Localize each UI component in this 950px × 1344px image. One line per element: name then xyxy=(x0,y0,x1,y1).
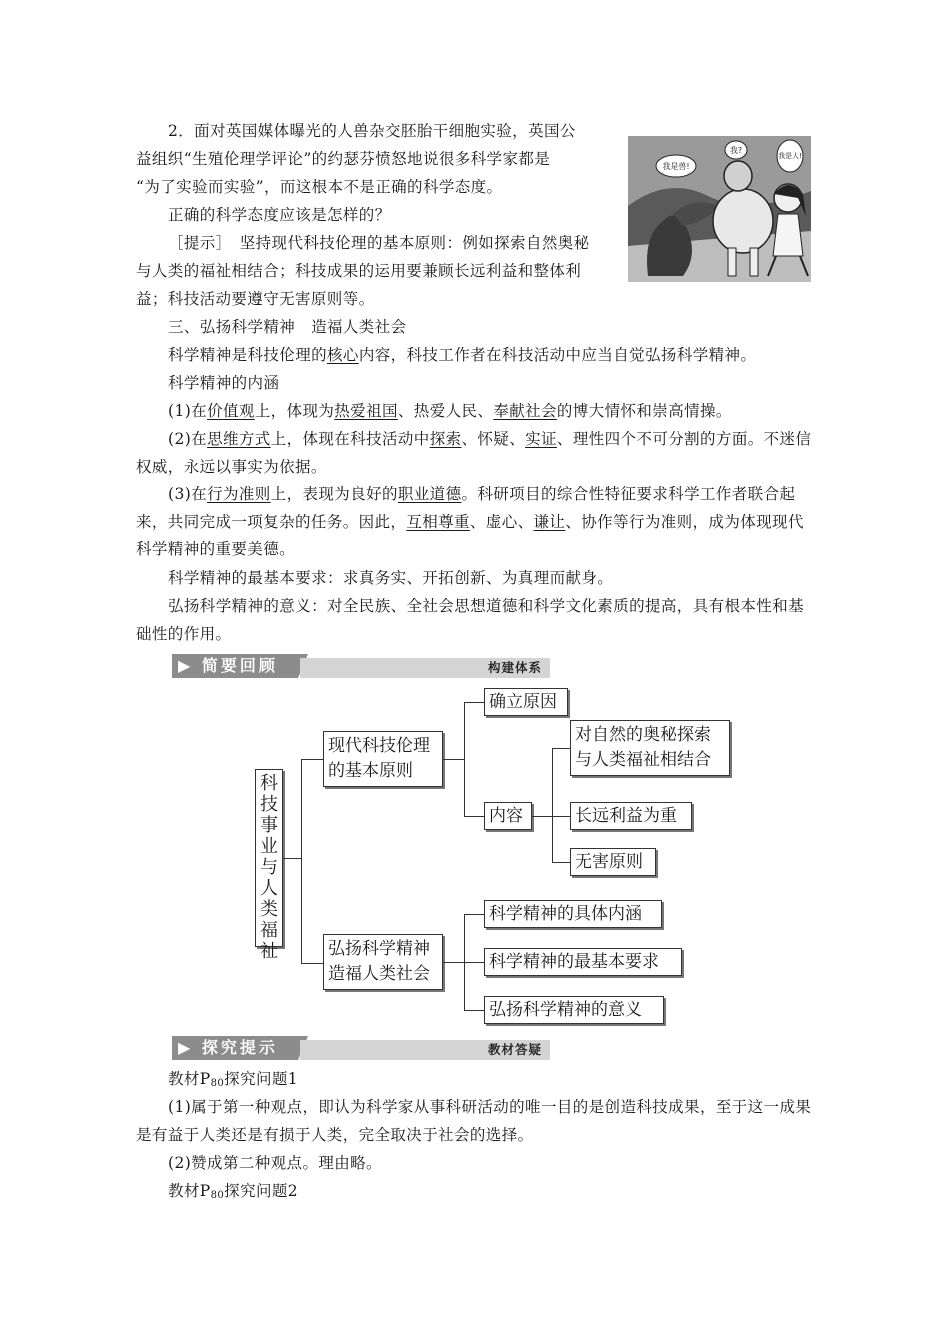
q2-line-2: 益组织“生殖伦理学评论”的约瑟芬愤怒地说很多科学家都是 xyxy=(136,150,551,168)
node-spirit-content: 科学精神的具体内涵 xyxy=(484,900,662,928)
branch-ethics-principles: 现代科技伦理 的基本原则 xyxy=(323,731,443,787)
q2-line-1: 2．面对英国媒体曝光的人兽杂交胚胎干细胞实验，英国公 xyxy=(168,122,576,140)
branch-science-spirit: 弘扬科学精神 造福人类社会 xyxy=(323,934,443,990)
play-triangle-icon: ▶ xyxy=(178,656,202,675)
q2-line-3: “为了实验而实验”，而这根本不是正确的科学态度。 xyxy=(136,178,503,196)
node-explore-welfare: 对自然的奥秘探索 与人类福祉相结合 xyxy=(570,720,730,776)
basic-requirement: 科学精神的最基本要求：求真务实、开拓创新、为真理而献身。 xyxy=(168,569,614,587)
section-3-title: 三、弘扬科学精神 造福人类社会 xyxy=(168,318,407,336)
hint-line-3: 益；科技活动要遵守无害原则等。 xyxy=(136,290,375,308)
root-node: 科技事业与人类福祉 xyxy=(255,769,283,947)
node-spirit-significance: 弘扬科学精神的意义 xyxy=(484,996,664,1024)
textbook-question-1: 教材$P_{80}$探究问题1 xyxy=(168,1070,299,1089)
paragraph-core: 科学精神是科技伦理的核心内容，科技工作者在科技活动中应当自觉弘扬科学精神。 xyxy=(168,346,757,364)
connotation-heading: 科学精神的内涵 xyxy=(168,374,280,392)
play-triangle-icon: ▶ xyxy=(178,1038,202,1057)
explore-banner xyxy=(172,1036,550,1060)
node-reason: 确立原因 xyxy=(484,688,568,716)
explore-banner-subtitle: 教材答疑 xyxy=(487,1042,542,1057)
explore-banner-title: ▶ 探究提示 xyxy=(172,1036,298,1060)
hint-line-2: 与人类的福祉相结合；科技成果的运用要兼顾长远利益和整体利 xyxy=(136,262,582,280)
connotation-item-3: (3)在行为准则上，表现为良好的职业道德。科研项目的综合性特征要求科学工作者联合起来，共同完成一项复杂的任务。因此，互相尊重、虚心、谦让、协作等行为准则，成为体现现代科学精神的重要美德。 xyxy=(136,485,804,558)
connotation-item-2: (2)在思维方式上，体现在科技活动中探索、怀疑、实证、理性四个不可分割的方面。不迷信权威，永远以事实为依据。 xyxy=(136,430,812,476)
bubble-beast-text: 我是兽! xyxy=(662,162,690,171)
bubble-human-text: 我是人! xyxy=(778,152,802,160)
node-content: 内容 xyxy=(484,802,532,830)
significance: 弘扬科学精神的意义：对全民族、全社会思想道德和科学文化素质的提高，具有根本性和基础性的作用。 xyxy=(136,597,805,643)
node-no-harm: 无害原则 xyxy=(570,848,656,876)
textbook-question-2: 教材$P_{80}$探究问题2 xyxy=(168,1182,299,1201)
answer-1: (1)属于第一种观点，即认为科学家从事科研活动的唯一目的是创造科技成果，至于这一成果是有益于人类还是有损于人类，完全取决于社会的选择。 xyxy=(136,1098,812,1144)
hint-line-1: ［提示］ 坚持现代科技伦理的基本原则：例如探索自然奥秘 xyxy=(168,234,590,252)
review-banner-subtitle: 构建体系 xyxy=(487,660,542,675)
q2-question: 正确的科学态度应该是怎样的？ xyxy=(168,206,391,224)
bubble-me-text: 我? xyxy=(729,146,743,155)
node-long-term: 长远利益为重 xyxy=(570,802,692,830)
cartoon-illustration xyxy=(628,136,811,282)
node-spirit-requirement: 科学精神的最基本要求 xyxy=(484,948,682,976)
review-banner xyxy=(172,654,550,678)
review-banner-title: ▶ 简要回顾 xyxy=(172,654,298,678)
answer-2: (2)赞成第二种观点。理由略。 xyxy=(168,1154,382,1172)
connotation-item-1: (1)在价值观上，体现为热爱祖国、热爱人民、奉献社会的博大情怀和崇高情操。 xyxy=(168,402,732,420)
